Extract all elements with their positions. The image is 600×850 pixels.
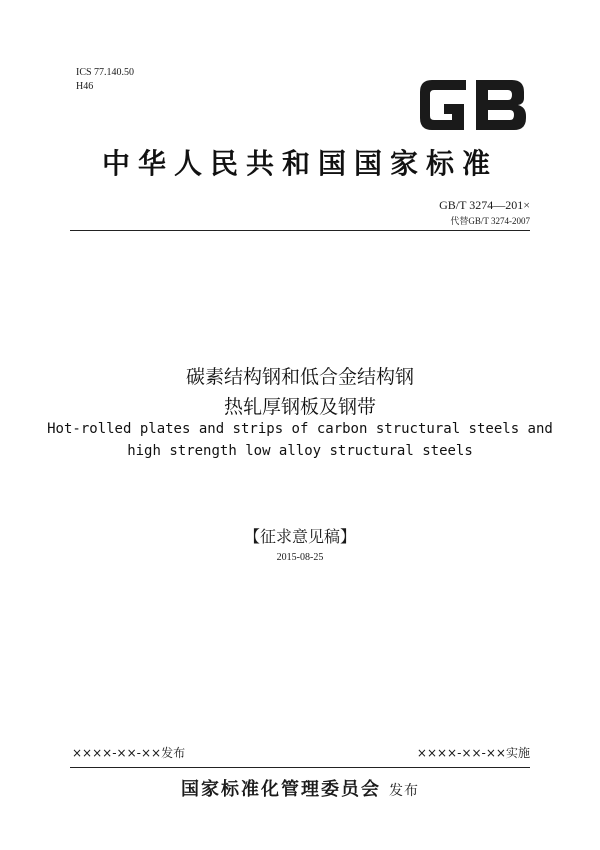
issuer-suffix: 发布 [389, 783, 419, 799]
header-divider [70, 230, 530, 231]
title-en-line2: high strength low alloy structural steels [127, 443, 473, 459]
replaces-standard: 代替GB/T 3274-2007 [450, 216, 530, 226]
title-en-line1: Hot-rolled plates and strips of carbon structural steels and [47, 421, 553, 437]
ics-code: ICS 77.140.50 [76, 67, 135, 78]
draft-label: 【征求意见稿】 [243, 527, 356, 546]
gb-logo-icon [414, 72, 532, 138]
national-standard-title: 中华人民共和国国家标准 [101, 147, 498, 180]
footer-divider [70, 767, 530, 768]
gb-logo [414, 72, 532, 138]
title-cn-line2: 热轧厚钢板及钢带 [223, 396, 376, 418]
issuer [0, 775, 600, 801]
title-cn-line1: 碳素结构钢和低合金结构钢 [185, 366, 414, 388]
class-code: H46 [76, 81, 94, 92]
classification-codes [76, 66, 134, 94]
implement-date: ××××-××-××实施 [416, 746, 530, 760]
issuer-name: 国家标准化管理委员会 [181, 779, 381, 800]
draft-date: 2015-08-25 [276, 552, 324, 563]
standard-number: GB/T 3274—201× [439, 198, 530, 212]
publish-date: ××××-××-××发布 [72, 746, 186, 760]
